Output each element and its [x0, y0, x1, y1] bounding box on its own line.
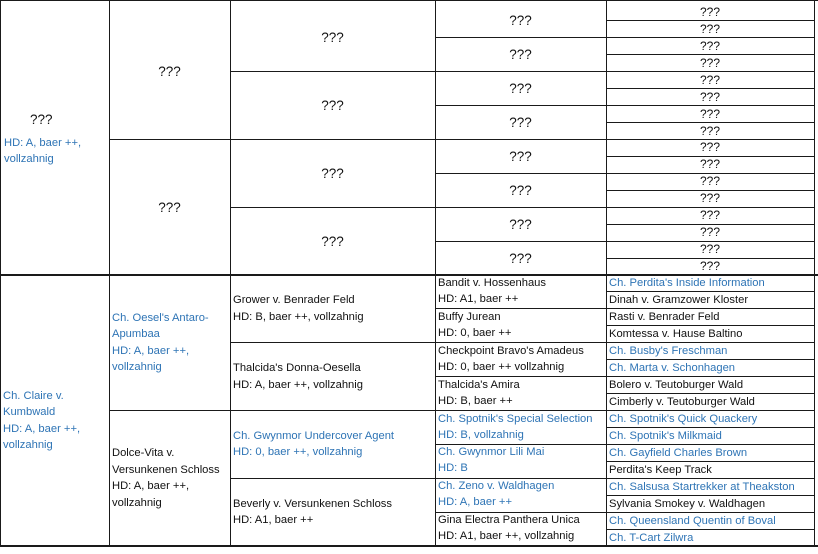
health-info: HD: A, baer ++, vollzahnig — [233, 378, 363, 391]
ancestor-gen4 — [435, 411, 606, 445]
ancestor-name: ??? — [30, 111, 53, 127]
unknown-ancestor-gen5 — [606, 123, 814, 140]
grid-line — [606, 156, 814, 157]
unknown-ancestor-gen5 — [606, 173, 814, 190]
health-info: HD: A, baer ++, vollzahnig — [112, 480, 190, 509]
ancestor-name: Ch. Perdita's Inside Information — [609, 277, 765, 290]
ancestor-name: Dolce-Vita v. Versunkenen Schloss — [112, 447, 220, 476]
ancestor-name: Ch. Spotnik's Special Selection — [438, 412, 593, 425]
health-info: HD: A, baer ++, vollzahnig — [112, 344, 190, 374]
health-info: HD: 0, baer ++ — [438, 326, 512, 339]
ancestor-gen5 — [606, 461, 814, 478]
health-info: HD: B, baer ++, vollzahnig — [233, 310, 364, 323]
ancestor-name: Beverly v. Versunkenen Schloss — [233, 497, 392, 510]
grid-line — [606, 427, 814, 428]
ancestor-name: Thalcida's Donna-Oesella — [233, 362, 361, 375]
unknown-ancestor-gen5 — [606, 224, 814, 241]
unknown-ancestor-gen5 — [606, 258, 814, 275]
ancestor-name: ??? — [699, 259, 721, 274]
grid-line — [606, 410, 814, 411]
ancestor-name: ??? — [158, 199, 181, 215]
health-info: HD: A, baer ++, vollzahnig — [3, 422, 81, 451]
ancestor-gen5 — [606, 444, 814, 461]
ancestor-name: ??? — [509, 47, 532, 63]
grid-line — [606, 88, 814, 89]
ancestor-name: Ch. Salsusa Startrekker at Theakston — [609, 480, 795, 493]
ancestor-gen4 — [435, 377, 606, 411]
grid-line — [606, 37, 814, 38]
ancestor-gen2 — [109, 275, 230, 411]
health-info: HD: B, baer ++ — [438, 394, 513, 407]
ancestor-gen5 — [606, 427, 814, 444]
ancestor-gen3 — [230, 275, 435, 343]
unknown-ancestor-gen5 — [606, 89, 814, 106]
grid-line — [606, 258, 814, 259]
grid-line — [606, 224, 814, 225]
ancestor-name: ??? — [509, 115, 532, 131]
ancestor-name: ??? — [699, 4, 721, 19]
grid-line — [606, 54, 814, 55]
grid-line — [0, 0, 1, 546]
ancestor-name: Grower v. Benrader Feld — [233, 294, 355, 307]
ancestor-name: ??? — [699, 123, 721, 138]
ancestor-gen4 — [435, 512, 606, 546]
unknown-ancestor-gen5 — [606, 241, 814, 258]
grid-line — [606, 241, 814, 242]
unknown-ancestor-gen2 — [109, 4, 230, 140]
grid-line — [606, 291, 814, 292]
ancestor-name: ??? — [158, 64, 181, 80]
ancestor-name: Buffy Jurean — [438, 310, 501, 323]
unknown-ancestor-gen4 — [435, 4, 606, 38]
ancestor-gen4 — [435, 343, 606, 377]
grid-line — [0, 0, 818, 1]
grid-line — [606, 478, 814, 479]
unknown-ancestor-gen5 — [606, 72, 814, 89]
ancestor-name: ??? — [699, 140, 721, 155]
ancestor-gen5 — [606, 495, 814, 512]
ancestor-name: ??? — [509, 148, 532, 164]
grid-line — [814, 0, 815, 546]
grid-line — [606, 139, 814, 140]
grid-line — [606, 529, 814, 530]
grid-line — [606, 359, 814, 360]
ancestor-name: ??? — [699, 55, 721, 70]
ancestor-gen5 — [606, 292, 814, 309]
ancestor-name: Checkpoint Bravo's Amadeus — [438, 344, 584, 357]
ancestor-name: ??? — [699, 72, 721, 87]
ancestor-gen5 — [606, 326, 814, 343]
ancestor-name: Ch. Gwynmor Lili Mai — [438, 446, 545, 459]
ancestor-gen3 — [230, 411, 435, 479]
grid-line — [230, 0, 231, 546]
grid-line — [435, 0, 436, 546]
ancestor-gen5 — [606, 478, 814, 495]
grid-line — [606, 207, 814, 208]
health-info: HD: A1, baer ++ — [233, 514, 314, 527]
unknown-ancestor-gen3 — [230, 4, 435, 72]
unknown-ancestor-gen4 — [435, 106, 606, 140]
ancestor-name: ??? — [321, 233, 344, 249]
ancestor-name: Ch. Claire v. Kumbwald — [3, 389, 64, 418]
ancestor-gen4 — [435, 444, 606, 478]
grid-line — [606, 122, 814, 123]
ancestor-gen5 — [606, 343, 814, 360]
unknown-ancestor-gen3 — [230, 207, 435, 275]
health-info: HD: A, baer ++, vollzahnig — [4, 136, 82, 165]
unknown-ancestor-gen4 — [435, 72, 606, 106]
grid-line — [606, 308, 814, 309]
ancestor-gen3 — [230, 343, 435, 411]
health-info: HD: 0, baer ++, vollzahnig — [233, 446, 363, 459]
ancestor-name: ??? — [699, 106, 721, 121]
ancestor-gen1 — [0, 275, 109, 546]
health-info: HD: 0, baer ++ vollzahnig — [438, 360, 565, 373]
ancestor-name: Gina Electra Panthera Unica — [438, 514, 580, 527]
ancestor-name: ??? — [509, 182, 532, 198]
grid-line — [606, 190, 814, 191]
ancestor-name: ??? — [699, 38, 721, 53]
grid-line — [0, 545, 818, 547]
unknown-ancestor-gen4 — [435, 38, 606, 72]
grid-line — [606, 71, 814, 72]
health-info: HD: A1, baer ++, vollzahnig — [438, 530, 575, 543]
health-info: HD: B, vollzahnig — [438, 428, 524, 441]
ancestor-gen5 — [606, 411, 814, 428]
unknown-ancestor-gen1 — [0, 4, 109, 275]
ancestor-name: ??? — [699, 89, 721, 104]
ancestor-name: ??? — [321, 165, 344, 181]
unknown-ancestor-gen5 — [606, 207, 814, 224]
ancestor-gen5 — [606, 512, 814, 529]
ancestor-name: ??? — [699, 157, 721, 172]
ancestor-gen5 — [606, 394, 814, 411]
unknown-ancestor-gen5 — [606, 4, 814, 21]
unknown-ancestor-gen4 — [435, 173, 606, 207]
ancestor-name: Ch. Oesel's Antaro-Apumbaa — [112, 311, 209, 341]
ancestor-name: ??? — [699, 242, 721, 257]
ancestor-name: Bandit v. Hossenhaus — [438, 277, 547, 289]
ancestor-name: Perdita's Keep Track — [609, 463, 712, 476]
ancestor-name: ??? — [699, 191, 721, 206]
grid-line — [606, 512, 814, 513]
ancestor-gen4 — [435, 478, 606, 512]
unknown-ancestor-gen5 — [606, 38, 814, 55]
ancestor-name: Ch. Spotnik's Milkmaid — [609, 429, 722, 442]
unknown-ancestor-gen5 — [606, 190, 814, 207]
unknown-ancestor-gen3 — [230, 140, 435, 208]
ancestor-gen5 — [606, 309, 814, 326]
ancestor-name: Ch. Spotnik's Quick Quackery — [609, 412, 758, 425]
grid-line — [606, 393, 814, 394]
ancestor-name: Bolero v. Teutoburger Wald — [609, 379, 744, 392]
ancestor-gen5 — [606, 275, 814, 292]
ancestor-name: Ch. Marta v. Schonhagen — [609, 362, 736, 375]
ancestor-gen5 — [606, 377, 814, 394]
ancestor-gen4 — [435, 275, 606, 309]
unknown-ancestor-gen5 — [606, 140, 814, 157]
health-info: HD: B — [438, 462, 468, 475]
unknown-ancestor-gen5 — [606, 156, 814, 173]
ancestor-name: Komtessa v. Hause Baltino — [609, 328, 743, 341]
unknown-ancestor-gen5 — [606, 21, 814, 38]
ancestor-gen5 — [606, 529, 814, 546]
grid-line — [606, 0, 607, 546]
ancestor-name: Ch. T-Cart Zilwra — [609, 531, 694, 544]
ancestor-gen5 — [606, 360, 814, 377]
grid-line — [606, 376, 814, 377]
unknown-ancestor-gen5 — [606, 106, 814, 123]
ancestor-name: ??? — [509, 13, 532, 29]
ancestor-name: ??? — [509, 250, 532, 266]
grid-line — [0, 274, 818, 276]
unknown-ancestor-gen3 — [230, 72, 435, 140]
ancestor-name: Ch. Gwynmor Undercover Agent — [233, 429, 395, 442]
ancestor-name: ??? — [509, 216, 532, 232]
ancestor-name: ??? — [699, 174, 721, 189]
ancestor-name: Sylvania Smokey v. Waldhagen — [609, 497, 766, 510]
grid-line — [606, 20, 814, 21]
ancestor-gen4 — [435, 309, 606, 343]
grid-line — [606, 342, 814, 343]
ancestor-gen2 — [109, 411, 230, 547]
unknown-ancestor-gen5 — [606, 55, 814, 72]
ancestor-name: Ch. Gayfield Charles Brown — [609, 446, 748, 459]
ancestor-name: Ch. Zeno v. Waldhagen — [438, 480, 555, 493]
ancestor-gen3 — [230, 478, 435, 546]
grid-line — [606, 461, 814, 462]
ancestor-name: ??? — [509, 81, 532, 97]
ancestor-name: ??? — [699, 21, 721, 36]
grid-line — [606, 325, 814, 326]
ancestor-name: Dinah v. Gramzower Kloster — [609, 294, 749, 307]
grid-line — [606, 105, 814, 106]
unknown-ancestor-gen4 — [435, 140, 606, 174]
ancestor-name: ??? — [699, 225, 721, 240]
ancestor-name: Ch. Busby's Freschman — [609, 345, 728, 358]
health-info: HD: A1, baer ++ — [438, 293, 519, 305]
grid-line — [606, 173, 814, 174]
ancestor-name: ??? — [321, 30, 344, 46]
unknown-ancestor-gen4 — [435, 207, 606, 241]
unknown-ancestor-gen4 — [435, 241, 606, 275]
ancestor-name: ??? — [321, 98, 344, 114]
grid-line — [606, 444, 814, 445]
grid-line — [606, 495, 814, 496]
ancestor-name: Rasti v. Benrader Feld — [609, 311, 720, 324]
grid-line — [109, 0, 110, 546]
ancestor-name: ??? — [699, 208, 721, 223]
unknown-ancestor-gen2 — [109, 140, 230, 276]
health-info: HD: A, baer ++ — [438, 496, 513, 509]
ancestor-name: Ch. Queensland Quentin of Boval — [609, 514, 776, 527]
ancestor-name: Cimberly v. Teutoburger Wald — [609, 396, 755, 409]
ancestor-name: Thalcida's Amira — [438, 378, 520, 391]
